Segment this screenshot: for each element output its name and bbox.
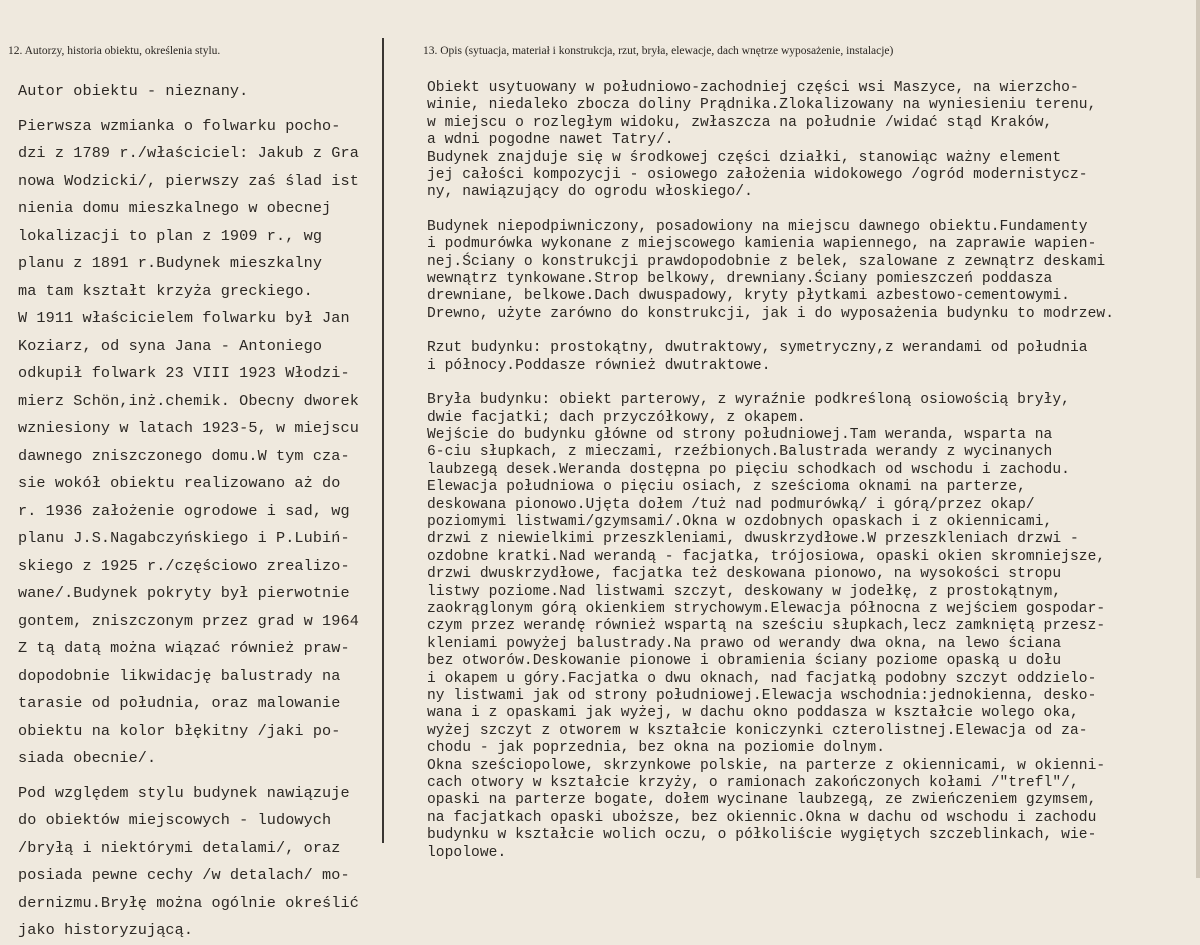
typed-line: Rzut budynku: prostokątny, dwutraktowy, symetryczny,z werandami od południa (427, 340, 1088, 357)
typed-line: 6-ciu słupkach, z mieczami, rzeźbionych.Balustrada werandy z wycinanych (427, 444, 1053, 461)
typed-line: a wdni pogodne nawet Tatry/. (427, 132, 674, 149)
typed-line: lopolowe. (427, 844, 507, 861)
typed-line: ma tam kształt krzyża greckiego. (18, 281, 313, 300)
typed-line: na facjatkach opaski uboższe, bez okiennic.Okna w dachu od wschodu i zachodu (427, 809, 1097, 826)
typed-line: skiego z 1925 r./częściowo zrealizo- (18, 556, 350, 575)
typed-line: drzwi z niewielkimi przeszkleniami, dwuskrzydłowe.W przeszkleniach drzwi - (427, 531, 1079, 548)
paragraph (18, 78, 396, 106)
paragraph-gap (427, 323, 1197, 340)
paragraph (427, 392, 1197, 862)
typed-line: czym przez werandę również wspartą na sześciu słupkach,lecz zamkniętą przesz- (427, 618, 1106, 635)
typed-line: kleniami powyżej balustrady.Na prawo od werandy dwa okna, na lewo ściana (427, 635, 1062, 652)
paragraph-gap (18, 106, 396, 113)
typed-line: ny listwami jak od strony południowej.Elewacja wschodnia:jednokienna, desko- (427, 688, 1097, 704)
typed-line: drzwi dwuskrzydłowe, facjatka też deskowana pionowo, na wysokości stropu (427, 566, 1062, 583)
typed-line: obiektu na kolor błękitny /jaki po- (18, 721, 341, 740)
typed-line: Wejście do budynku główne od strony południowej.Tam weranda, wsparta na (427, 426, 1053, 443)
typed-line: listwy poziome.Nad listwami szczyt, deskowany w jodełkę, z prostokątnym, (427, 583, 1062, 600)
typed-line: i północy.Poddasze również dwutraktowe. (427, 357, 771, 374)
typed-line: Budynek znajduje się w środkowej części działki, stanowiąc ważny element (427, 149, 1062, 166)
paragraph (427, 219, 1197, 323)
typed-line: /bryłą i niektórymi detalami/, oraz (18, 838, 341, 857)
typed-line: nej.Ściany o konstrukcji prawdopodobnie z belek, szalowane z zewnątrz deskami (427, 253, 1106, 270)
typed-line: cach otwory w kształcie krzyży, o ramionach zakończonych kołami /"trefl"/, (427, 775, 1079, 792)
paragraph (427, 340, 1197, 375)
typed-line: Okna sześciopolowe, skrzynkowe polskie, na parterze z okiennicami, w okienni- (427, 757, 1106, 774)
typed-line: wana i z opaskami jak wyżej, w dachu okno poddasza w kształcie wolego oka, (427, 705, 1079, 722)
typed-line: w miejscu o rozległym widoku, zwłaszcza na południe /widać stąd Kraków, (427, 114, 1053, 131)
typed-line: deskowana pionowo.Ujęta dołem /tuż nad podmurówką/ i górą/przez okap/ (427, 496, 1035, 513)
typed-line: zaokrąglonym górą okienkiem strychowym.Elewacja północna z wejściem gospodar- (427, 600, 1106, 617)
typed-line: chodu - jak poprzednia, bez okna na poziomie dolnym. (427, 740, 885, 757)
typed-line: laubzegą desek.Weranda dostępna po pięciu schodkach od wschodu i zachodu. (427, 461, 1070, 478)
typed-line: tarasie od południa, oraz malowanie (18, 694, 341, 712)
typed-line: wewnątrz tynkowane.Strop belkowy, drewniany.Ściany pomieszczeń poddasza (427, 271, 1053, 288)
paragraph (427, 80, 1197, 202)
typed-line: jako historyzującą. (18, 921, 194, 939)
typed-line: dernizmu.Bryłę można ogólnie określić (18, 893, 359, 912)
typed-line: planu J.S.Nagabczyńskiego i P.Lubiń- (18, 529, 350, 547)
typed-line: odkupił folwark 23 VIII 1923 Włodzi- (18, 364, 350, 382)
typed-line: ny, nawiązujący do ogrodu włoskiego/. (427, 184, 753, 201)
typed-line: opaski na parterze bogate, dołem wycinane laubzegą, ze zwieńczeniem gzymsem, (427, 792, 1097, 809)
typed-line: drewniane, belkowe.Dach dwuspadowy, kryty płytkami azbestowo-cementowymi. (427, 288, 1070, 305)
typed-line: Autor obiektu - nieznany. (18, 82, 249, 100)
authors-history-style-column (18, 78, 396, 945)
typed-line: Budynek niepodpiwniczony, posadowiony na miejscu dawnego obiektu.Fundamenty (427, 218, 1088, 235)
typed-line: sie wokół obiektu realizowano aż do (18, 474, 341, 492)
typed-line: wyżej szczyt z otworem w kształcie koniczynki czterolistnej.Elewacja od za- (427, 722, 1088, 739)
typed-line: mierz Schön,inż.chemik. Obecny dworek (18, 391, 359, 410)
typed-line: Drewno, użyte zarówno do konstrukcji, jak i do wyposażenia budynku to modrzew. (427, 305, 1114, 322)
typed-line: bez otworów.Deskowanie pionowe i obramienia ściany poziome opaską u dołu (427, 653, 1062, 670)
typed-line: Z tą datą można wiązać również praw- (18, 639, 350, 657)
typed-line: r. 1936 założenie ogrodowe i sad, wg (18, 501, 350, 520)
typed-line: i okapem u góry.Facjatka o dwu oknach, nad facjatką podobny szczyt oddzielo- (427, 670, 1097, 687)
typed-line: poziomymi listwami/gzymsami/.Okna w ozdobnych opaskach i z okiennicami, (427, 513, 1053, 530)
typed-line: Pod względem stylu budynek nawiązuje (18, 783, 350, 802)
paragraph (18, 113, 396, 773)
typed-line: jej całości kompozycji - osiowego założenia widokowego /ogród modernistycz- (427, 167, 1088, 184)
typed-line: nienia domu mieszkalnego w obecnej (18, 199, 332, 217)
typed-line: dawnego zniszczonego domu.W tym cza- (18, 446, 350, 465)
paragraph-gap (427, 202, 1197, 219)
typed-line: nowa Wodzicki/, pierwszy zaś ślad ist (18, 171, 359, 190)
typed-line: gontem, zniszczonym przez grad w 1964 (18, 611, 359, 630)
paragraph (18, 780, 396, 945)
typed-line: planu z 1891 r.Budynek mieszkalny (18, 254, 323, 272)
paragraph-gap (427, 375, 1197, 392)
paragraph-gap (18, 773, 396, 780)
typed-line: siada obecnie/. (18, 749, 157, 767)
typed-line: i podmurówka wykonane z miejscowego kamienia wapiennego, na zaprawie wapien- (427, 236, 1097, 253)
typed-line: W 1911 właścicielem folwarku był Jan (18, 309, 350, 327)
typed-line: do obiektów miejscowych - ludowych (18, 811, 332, 829)
typed-line: Bryła budynku: obiekt parterowy, z wyraźnie podkreśloną osiowością bryły, (427, 392, 1070, 409)
typed-line: wane/.Budynek pokryty był pierwotnie (18, 584, 350, 602)
typed-line: budynku w kształcie wolich oczu, o półkoliście wygiętych szczeblinkach, wie- (427, 827, 1097, 844)
typed-line: winie, niedaleko zbocza doliny Prądnika.Zlokalizowany na wyniesieniu terenu, (427, 97, 1097, 114)
typed-line: Obiekt usytuowany w południowo-zachodniej części wsi Maszyce, na wierzcho- (427, 80, 1079, 96)
typed-line: wzniesiony w latach 1923-5, w miejscu (18, 419, 359, 437)
typed-line: ozdobne kratki.Nad werandą - facjatka, trójosiowa, opaski okien skromniejsze, (427, 548, 1106, 565)
typed-line: Pierwsza wzmianka o folwarku pocho- (18, 116, 341, 135)
typed-line: lokalizacji to plan z 1909 r., wg (18, 226, 323, 245)
description-column (427, 80, 1197, 862)
typed-line: Koziarz, od syna Jana - Antoniego (18, 336, 323, 355)
section-13-header: 13. Opis (sytuacja, materiał i konstrukcja, rzut, bryła, elewacje, dach wnętrze wyposażenie, instalacje) (423, 45, 894, 57)
typed-line: Elewacja południowa o pięciu osiach, z sześcioma oknami na parterze, (427, 479, 1026, 496)
typed-line: dopodobnie likwidację balustrady na (18, 666, 341, 685)
typed-line: posiada pewne cechy /w detalach/ mo- (18, 866, 350, 884)
typed-line: dwie facjatki; dach przyczółkowy, z okapem. (427, 409, 806, 426)
section-12-header: 12. Autorzy, historia obiektu, określenia stylu. (8, 45, 221, 57)
typed-line: dzi z 1789 r./właściciel: Jakub z Gra (18, 144, 359, 162)
